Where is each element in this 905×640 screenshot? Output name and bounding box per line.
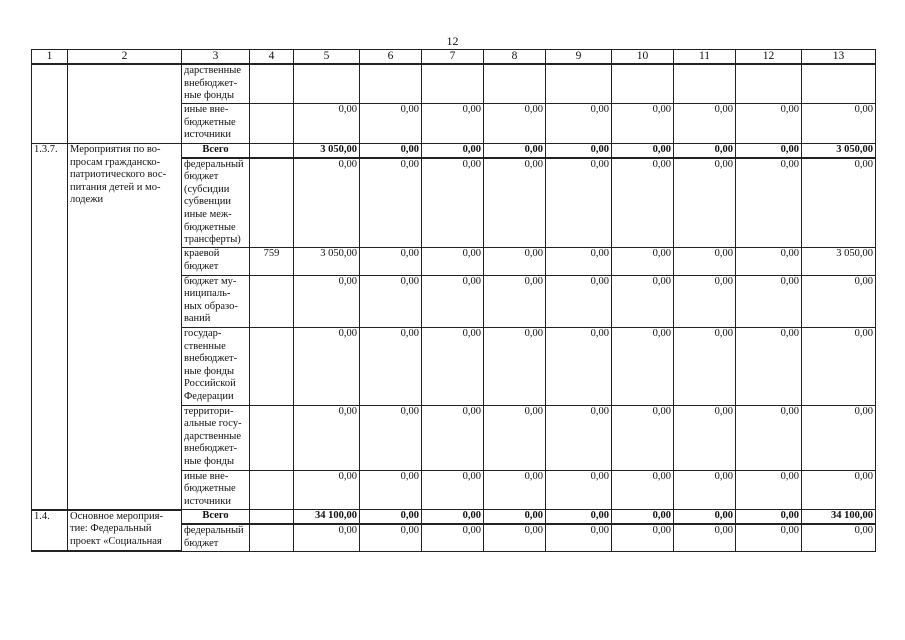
value-cell: 0,00: [484, 327, 546, 405]
value-cell: 0,00: [294, 524, 360, 551]
value-cell: 0,00: [422, 275, 484, 327]
value-cell: 0,00: [360, 510, 422, 524]
value-cell: 0,00: [802, 524, 876, 551]
value-cell: 0,00: [612, 327, 674, 405]
funding-source-cell: [182, 405, 250, 470]
funding-source-line: иные вне-: [184, 104, 229, 116]
funding-source-line: государ-: [184, 327, 222, 339]
funding-source-cell: [182, 248, 250, 275]
value-cell: 0,00: [546, 510, 612, 524]
value-cell: 0,00: [484, 510, 546, 524]
funding-source-cell: [182, 327, 250, 405]
funding-source-line: ные фонды: [184, 365, 235, 377]
value-cell: 0,00: [484, 470, 546, 510]
item-name-cell: [68, 510, 182, 551]
value-cell: 0,00: [674, 248, 736, 275]
value-cell: 0,00: [612, 510, 674, 524]
value-cell: 34 100,00: [294, 510, 360, 524]
item-number-cell: 1.4.: [32, 510, 68, 551]
value-cell: 0,00: [674, 405, 736, 470]
item-name-line: патриотического вос-: [70, 169, 167, 181]
value-cell: 0,00: [360, 470, 422, 510]
funding-source-line: внебюджет-: [184, 353, 238, 365]
value-cell: 0,00: [802, 158, 876, 248]
funding-source-line: бюджетные: [184, 116, 236, 128]
value-cell: 0,00: [360, 405, 422, 470]
value-cell: 0,00: [612, 158, 674, 248]
value-cell: 34 100,00: [802, 510, 876, 524]
funding-source-cell: [182, 524, 250, 551]
budget-table: [31, 49, 876, 552]
value-cell: [546, 64, 612, 104]
item-number-cell: [32, 64, 68, 144]
value-cell: [736, 64, 802, 104]
funding-source-line: бюджет му-: [184, 275, 237, 287]
value-cell: 0,00: [294, 104, 360, 144]
value-cell: 0,00: [674, 275, 736, 327]
item-name-cell: [68, 64, 182, 144]
value-cell: 3 050,00: [294, 144, 360, 158]
value-cell: 0,00: [736, 524, 802, 551]
funding-source-line: бюджет: [184, 171, 219, 183]
column-number-cell: 2: [68, 50, 182, 65]
value-cell: 0,00: [294, 275, 360, 327]
funding-source-line: бюджет: [184, 260, 219, 272]
value-cell: 0,00: [736, 510, 802, 524]
value-cell: 0,00: [360, 248, 422, 275]
value-cell: 0,00: [674, 510, 736, 524]
value-cell: 0,00: [484, 144, 546, 158]
value-cell: 0,00: [674, 104, 736, 144]
value-cell: 0,00: [802, 104, 876, 144]
value-cell: 0,00: [484, 248, 546, 275]
value-cell: 0,00: [802, 327, 876, 405]
column-number-cell: 6: [360, 50, 422, 65]
value-cell: 0,00: [736, 248, 802, 275]
value-cell: 0,00: [422, 510, 484, 524]
code-cell: [250, 524, 294, 551]
funding-source-line: иные меж-: [184, 209, 232, 221]
value-cell: 0,00: [422, 158, 484, 248]
code-cell: [250, 470, 294, 510]
value-cell: 0,00: [360, 144, 422, 158]
value-cell: 0,00: [422, 524, 484, 551]
value-cell: 3 050,00: [802, 248, 876, 275]
value-cell: 0,00: [802, 275, 876, 327]
item-name-line: Мероприятия по во-: [70, 144, 161, 156]
table-body: [32, 50, 876, 552]
value-cell: 0,00: [674, 327, 736, 405]
funding-source-line: ных образо-: [184, 300, 238, 312]
value-cell: 0,00: [546, 104, 612, 144]
item-name-line: проект «Социальная: [70, 536, 162, 548]
item-name-line: лодежи: [70, 194, 104, 206]
value-cell: 0,00: [612, 524, 674, 551]
value-cell: 0,00: [422, 470, 484, 510]
value-cell: 0,00: [360, 158, 422, 248]
value-cell: 0,00: [612, 144, 674, 158]
value-cell: 0,00: [360, 275, 422, 327]
funding-source-line: краевой: [184, 248, 220, 260]
value-cell: 0,00: [360, 104, 422, 144]
value-cell: 0,00: [360, 327, 422, 405]
value-cell: [422, 64, 484, 104]
value-cell: [802, 64, 876, 104]
column-number-cell: 7: [422, 50, 484, 65]
value-cell: 0,00: [612, 275, 674, 327]
item-name-line: питания детей и мо-: [70, 181, 161, 193]
funding-source-line: бюджет: [184, 537, 219, 549]
value-cell: 0,00: [736, 144, 802, 158]
value-cell: 0,00: [546, 248, 612, 275]
code-cell: [250, 158, 294, 248]
value-cell: 3 050,00: [294, 248, 360, 275]
funding-source-cell: [182, 104, 250, 144]
value-cell: 0,00: [360, 524, 422, 551]
value-cell: 0,00: [736, 104, 802, 144]
value-cell: 0,00: [484, 158, 546, 248]
funding-source-cell: [182, 158, 250, 248]
value-cell: 0,00: [612, 104, 674, 144]
funding-source-line: дарственные: [184, 430, 242, 442]
code-cell: [250, 327, 294, 405]
value-cell: 0,00: [546, 524, 612, 551]
value-cell: 0,00: [674, 524, 736, 551]
value-cell: 0,00: [294, 327, 360, 405]
value-cell: 0,00: [674, 470, 736, 510]
value-cell: 0,00: [294, 470, 360, 510]
value-cell: [674, 64, 736, 104]
item-number-cell: 1.3.7.: [32, 144, 68, 510]
value-cell: 0,00: [612, 405, 674, 470]
value-cell: 0,00: [674, 158, 736, 248]
value-cell: 0,00: [484, 104, 546, 144]
funding-source-line: ваний: [184, 313, 211, 325]
value-cell: 0,00: [612, 248, 674, 275]
value-cell: 0,00: [546, 327, 612, 405]
column-number-cell: 10: [612, 50, 674, 65]
funding-source-line: источники: [184, 129, 231, 141]
value-cell: 0,00: [484, 405, 546, 470]
funding-source-line: ственные: [184, 340, 226, 352]
item-name-line: тие: Федеральный: [70, 523, 152, 535]
code-cell: [250, 510, 294, 524]
funding-source-line: альные госу-: [184, 418, 242, 430]
value-cell: 0,00: [736, 158, 802, 248]
funding-source-line: субвенции: [184, 196, 232, 208]
funding-source-line: внебюджет-: [184, 443, 238, 455]
code-cell: [250, 64, 294, 104]
item-name-line: просам гражданско-: [70, 156, 161, 168]
page-number: 12: [446, 34, 459, 48]
item-name-line: Основное мероприя-: [70, 510, 163, 522]
value-cell: 0,00: [422, 144, 484, 158]
funding-source-line: Российской: [184, 378, 236, 390]
funding-source-line: Федерации: [184, 390, 234, 402]
funding-source-line: внебюджет-: [184, 77, 238, 89]
column-number-cell: 3: [182, 50, 250, 65]
column-number-cell: 12: [736, 50, 802, 65]
value-cell: 0,00: [422, 104, 484, 144]
column-number-cell: 8: [484, 50, 546, 65]
value-cell: 0,00: [736, 405, 802, 470]
funding-source-line: бюджетные: [184, 483, 236, 495]
value-cell: 0,00: [546, 144, 612, 158]
value-cell: 0,00: [736, 470, 802, 510]
funding-source-cell: [182, 275, 250, 327]
value-cell: 0,00: [546, 158, 612, 248]
value-cell: 0,00: [546, 470, 612, 510]
column-number-row: [32, 50, 876, 65]
funding-source-line: иные вне-: [184, 470, 229, 482]
value-cell: 0,00: [294, 405, 360, 470]
value-cell: 0,00: [294, 158, 360, 248]
value-cell: 0,00: [422, 405, 484, 470]
column-number-cell: 1: [32, 50, 68, 65]
item-name-cell: [68, 144, 182, 510]
table-row-total: [32, 144, 876, 158]
column-number-cell: 11: [674, 50, 736, 65]
funding-source-line: ные фонды: [184, 455, 235, 467]
value-cell: 0,00: [674, 144, 736, 158]
value-cell: 0,00: [612, 470, 674, 510]
funding-source-line: ные фонды: [184, 90, 235, 102]
value-cell: 0,00: [422, 248, 484, 275]
value-cell: 0,00: [484, 275, 546, 327]
funding-source-line: бюджетные: [184, 221, 236, 233]
funding-source-line: федеральный: [184, 524, 244, 536]
column-number-cell: 9: [546, 50, 612, 65]
funding-source-cell: [182, 470, 250, 510]
value-cell: 0,00: [422, 327, 484, 405]
value-cell: 3 050,00: [802, 144, 876, 158]
code-cell: [250, 104, 294, 144]
value-cell: 0,00: [546, 405, 612, 470]
value-cell: [484, 64, 546, 104]
table-row: [32, 64, 876, 104]
value-cell: 0,00: [546, 275, 612, 327]
total-label-cell: Всего: [182, 510, 250, 524]
column-number-cell: 13: [802, 50, 876, 65]
value-cell: 0,00: [802, 405, 876, 470]
code-cell: [250, 405, 294, 470]
funding-source-line: источники: [184, 495, 231, 507]
value-cell: 0,00: [802, 470, 876, 510]
total-label-cell: Всего: [182, 144, 250, 158]
funding-source-line: дарственные: [184, 65, 242, 76]
code-cell: 759: [250, 248, 294, 275]
value-cell: [612, 64, 674, 104]
value-cell: [294, 64, 360, 104]
code-cell: [250, 144, 294, 158]
funding-source-line: (субсидии: [184, 183, 230, 195]
value-cell: 0,00: [736, 275, 802, 327]
value-cell: [360, 64, 422, 104]
funding-source-line: территори-: [184, 405, 234, 417]
funding-source-line: ниципаль-: [184, 288, 231, 300]
table-row-total: [32, 510, 876, 524]
code-cell: [250, 275, 294, 327]
funding-source-line: трансферты): [184, 234, 241, 246]
column-number-cell: 5: [294, 50, 360, 65]
value-cell: 0,00: [484, 524, 546, 551]
value-cell: 0,00: [736, 327, 802, 405]
funding-source-cell: [182, 64, 250, 104]
column-number-cell: 4: [250, 50, 294, 65]
funding-source-line: федеральный: [184, 158, 244, 170]
